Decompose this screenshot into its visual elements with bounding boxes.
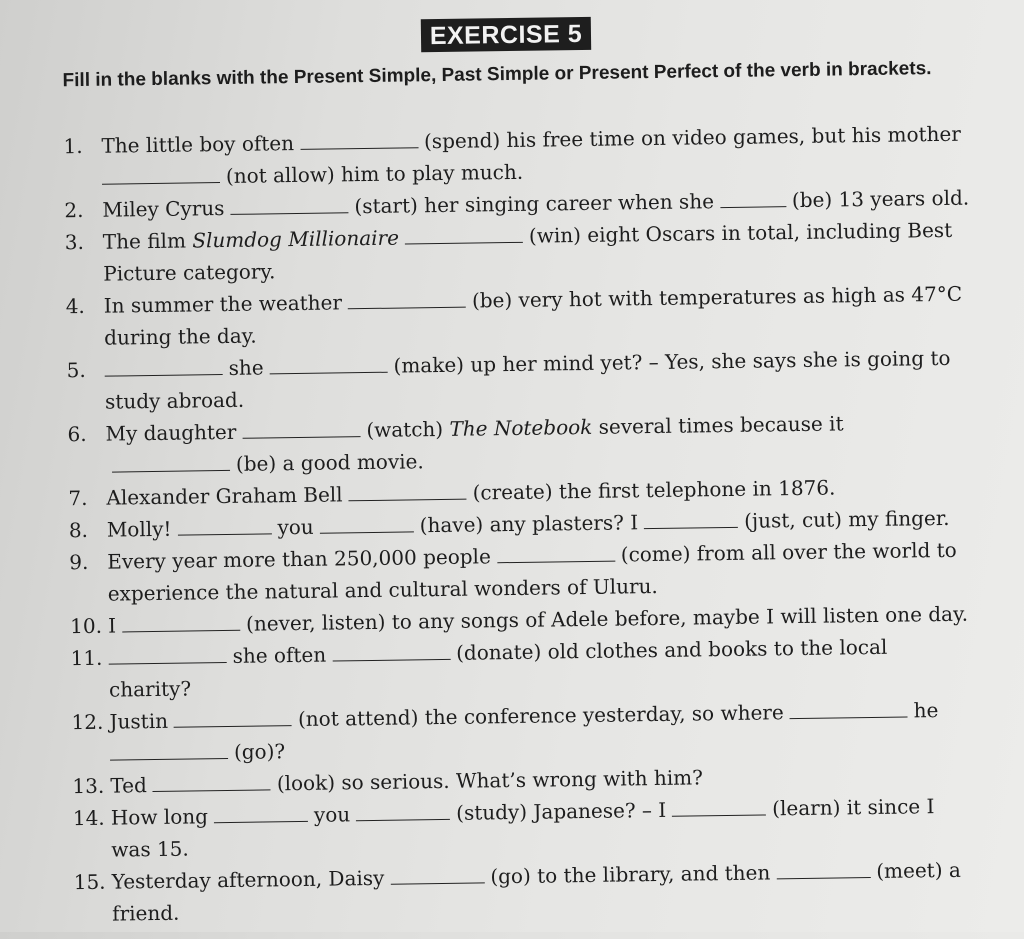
answer-blank[interactable] xyxy=(390,881,484,884)
item-text: (watch) xyxy=(366,416,444,443)
item-text: (just, cut) my finger. xyxy=(743,505,950,533)
item-text: (not allow) him to play much. xyxy=(225,159,524,188)
answer-blank[interactable] xyxy=(174,724,292,728)
item-text: (look) so serious. What’s wrong with him? xyxy=(276,765,704,796)
answer-blank[interactable] xyxy=(270,371,388,375)
item-text: (win) eight Oscars in total, including Best Picture category. xyxy=(103,217,953,286)
item-number: 13. xyxy=(72,773,105,799)
item-text: Ted xyxy=(110,773,148,798)
item-text: (meet) a friend. xyxy=(112,857,961,926)
answer-blank[interactable] xyxy=(105,373,223,377)
answer-blank[interactable] xyxy=(109,661,227,665)
item-number: 9. xyxy=(69,549,89,575)
item-text: (go)? xyxy=(233,739,286,764)
item-text: she often xyxy=(232,642,327,668)
item-number: 10. xyxy=(70,613,103,639)
item-text: (donate) old clothes and books to the local charity? xyxy=(108,634,888,702)
item-text: Miley Cyrus xyxy=(102,195,225,222)
item-text: My daughter xyxy=(105,419,237,446)
item-text: How long xyxy=(110,804,209,830)
answer-blank[interactable] xyxy=(720,205,786,208)
item-number: 4. xyxy=(65,293,85,319)
item-text: (never, listen) to any songs of Adele before, maybe I will listen one day. xyxy=(245,601,969,636)
instructions: Fill in the blanks with the Present Simple, Past Simple or Present Perfect of the verb in brackets. xyxy=(62,58,932,92)
answer-blank[interactable] xyxy=(112,469,230,473)
answer-blank[interactable] xyxy=(242,435,360,439)
item-text: (have) any plasters? I xyxy=(419,510,639,538)
item-number: 14. xyxy=(72,805,105,831)
item-text: (start) her singing career when she xyxy=(354,189,715,219)
answer-blank[interactable] xyxy=(320,530,414,533)
answer-blank[interactable] xyxy=(110,757,228,761)
item-text: (learn) it since I was 15. xyxy=(111,794,935,862)
item-text: Every year more than 250,000 people xyxy=(107,544,491,574)
item-text: several times because it xyxy=(598,411,844,439)
answer-blank[interactable] xyxy=(348,306,466,310)
answer-blank[interactable] xyxy=(214,820,308,823)
answer-blank[interactable] xyxy=(178,532,272,535)
item-text: you xyxy=(277,514,314,540)
answer-blank[interactable] xyxy=(497,560,615,564)
item-text: (not attend) the conference yesterday, so where xyxy=(297,700,784,732)
item-text: The film xyxy=(102,228,187,254)
item-number: 3. xyxy=(64,229,85,255)
item-text: Alexander Graham Bell xyxy=(106,482,343,510)
film-title: Slumdog Millionaire xyxy=(192,225,400,253)
film-title: The Notebook xyxy=(449,414,593,441)
exercise-title: EXERCISE 5 xyxy=(421,17,592,52)
answer-blank[interactable] xyxy=(300,146,418,150)
item-text: (be) 13 years old. xyxy=(791,185,970,213)
item-number: 11. xyxy=(70,645,103,671)
item-text: The little boy often xyxy=(101,131,295,158)
item-text: Yesterday afternoon, Daisy xyxy=(111,865,385,894)
item-number: 12. xyxy=(71,709,104,735)
item-text: (come) from all over the world to experience the natural and cultural wonders of Uluru. xyxy=(107,537,957,606)
item-text: (go) to the library, and then xyxy=(490,860,771,889)
item-text: I xyxy=(108,613,117,638)
item-text: he xyxy=(913,698,939,723)
item-text: Molly! xyxy=(106,516,172,542)
answer-blank[interactable] xyxy=(332,658,450,662)
answer-blank[interactable] xyxy=(776,876,870,879)
item-text: Justin xyxy=(109,708,169,734)
item-number: 15. xyxy=(73,869,106,895)
item-text: (create) the first telephone in 1876. xyxy=(472,475,836,505)
item-text: (be) very hot with temperatures as high as 47°C during the day. xyxy=(104,281,963,350)
answer-blank[interactable] xyxy=(790,715,908,719)
answer-blank[interactable] xyxy=(644,526,738,529)
item-number: 5. xyxy=(66,357,86,383)
title-wrap xyxy=(0,11,1018,58)
item-text: (make) up her mind yet? – Yes, she says she is going to study abroad. xyxy=(104,345,951,414)
item-number: 1. xyxy=(63,133,83,159)
item-text: (be) a good movie. xyxy=(235,449,424,476)
item-number: 2. xyxy=(64,197,84,223)
answer-blank[interactable] xyxy=(672,813,766,816)
exercise-item-15 xyxy=(74,854,980,931)
item-text: In summer the weather xyxy=(103,290,343,318)
item-number: 8. xyxy=(68,517,89,543)
item-text: you xyxy=(313,802,351,827)
answer-blank[interactable] xyxy=(349,498,467,502)
item-text: (study) Japanese? – I xyxy=(455,797,667,825)
item-number: 6. xyxy=(67,421,87,447)
answer-blank[interactable] xyxy=(153,788,271,792)
item-text: (spend) his free time on video games, but his mother xyxy=(423,121,962,154)
answer-blank[interactable] xyxy=(405,241,523,245)
answer-blank[interactable] xyxy=(231,211,349,215)
exercise-list xyxy=(63,118,979,931)
answer-blank[interactable] xyxy=(102,181,220,185)
item-number: 7. xyxy=(68,485,88,511)
answer-blank[interactable] xyxy=(356,818,450,821)
answer-blank[interactable] xyxy=(122,629,240,633)
item-text: she xyxy=(228,355,264,380)
